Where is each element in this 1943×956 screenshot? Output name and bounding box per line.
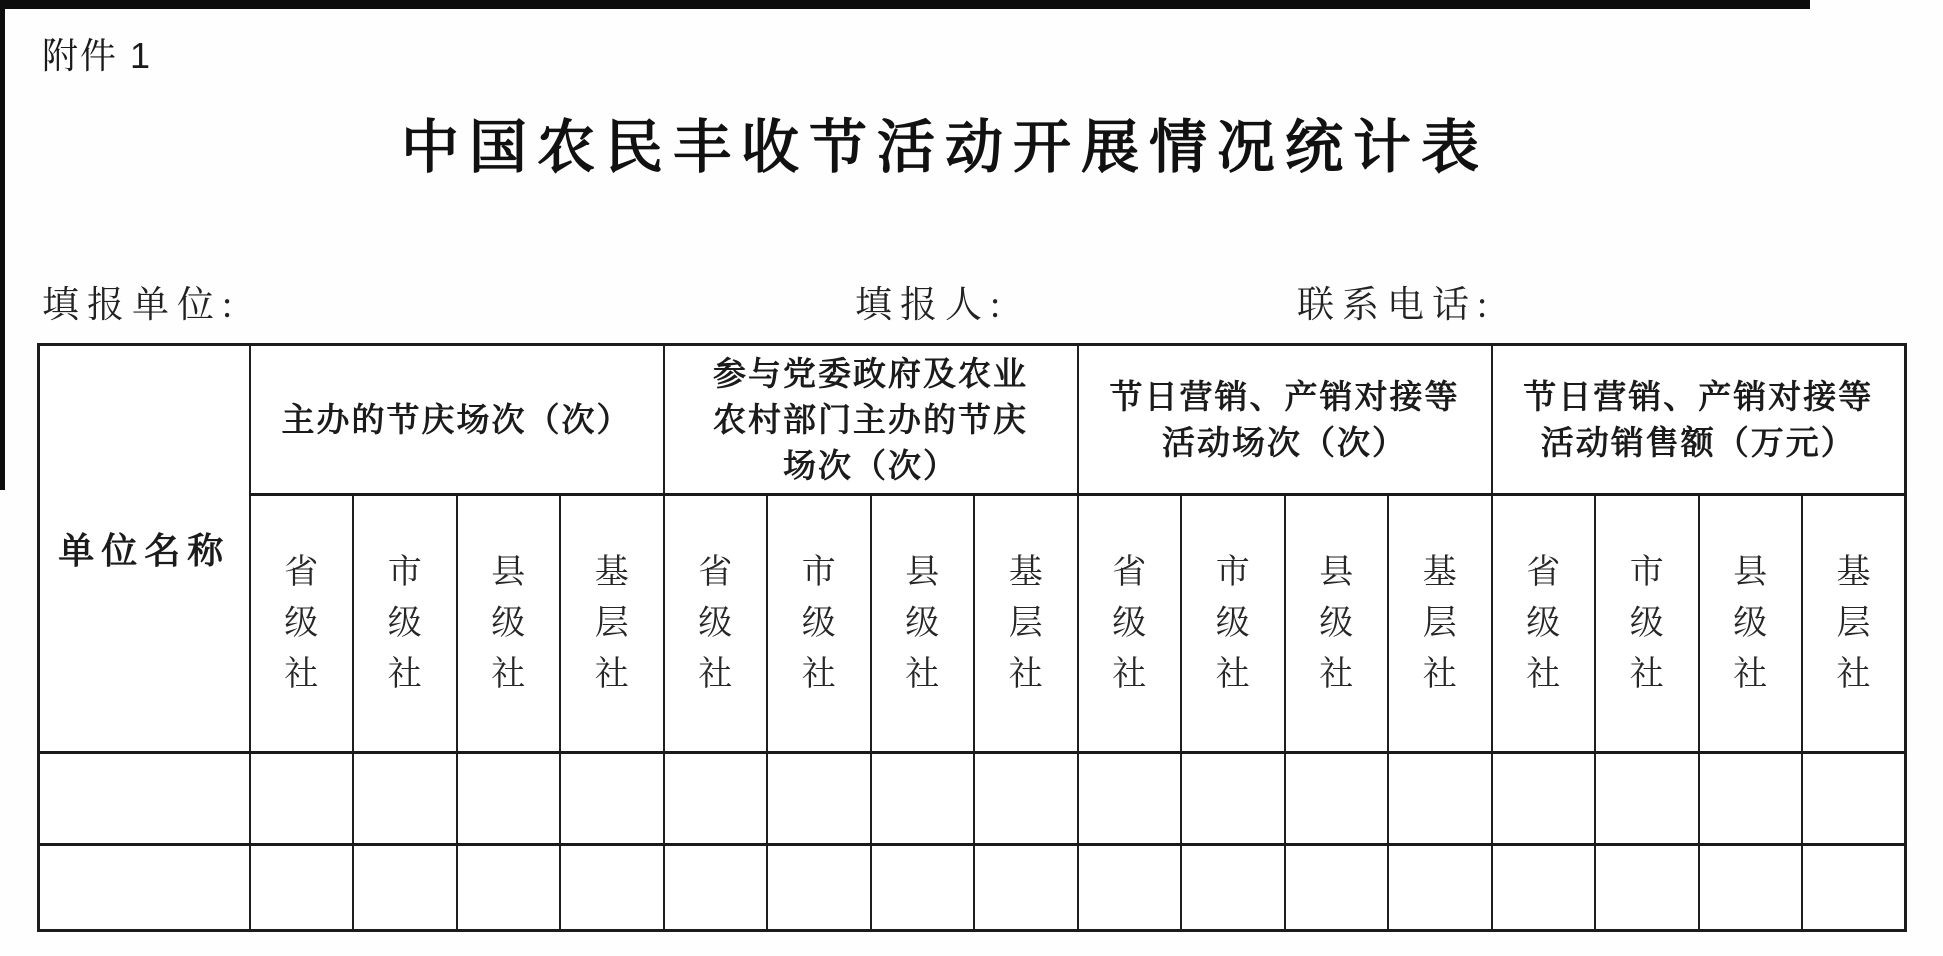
sub-header-grassroots: 基层社 [560,495,664,753]
page-title: 中国农民丰收节活动开展情况统计表 [400,115,1489,180]
data-cell [250,845,354,931]
data-cell [1802,845,1906,931]
attachment-label: 附件 1 [42,35,153,76]
data-cell [1388,845,1492,931]
sub-header-row [39,495,1906,753]
sub-header-grassroots: 基层社 [1802,495,1906,753]
empty-data-row [39,845,1906,931]
reporting-unit-label: 填报单位: [42,285,241,326]
data-cell [1699,753,1803,845]
sub-header-county: 县级社 [457,495,561,753]
group-header-row [39,345,1906,495]
data-cell [1181,753,1285,845]
sub-header-municipal: 市级社 [353,495,457,753]
sub-header-county: 县级社 [1285,495,1389,753]
data-cell [1078,753,1182,845]
fill-in-row [0,274,1943,326]
group-header-line: 场次（次） [783,446,958,484]
scan-edge-left-artifact [0,0,5,490]
group-header-line: 农村部门主办的节庆 [713,400,1028,438]
data-cell [871,753,975,845]
unit-name-header: 单位名称 [39,345,250,753]
group-header-line: 节日营销、产销对接等 [1109,377,1460,415]
data-cell [1802,753,1906,845]
sub-header-provincial: 省级社 [250,495,354,753]
group-header-marketing-sales [1492,345,1906,495]
data-cell [39,845,250,931]
sub-header-grassroots: 基层社 [1388,495,1492,753]
data-cell [457,753,561,845]
group-header-line: 参与党委政府及农业 [713,354,1028,392]
sub-header-municipal: 市级社 [1595,495,1699,753]
data-cell [1492,753,1596,845]
data-cell [974,753,1078,845]
data-cell [1492,845,1596,931]
group-header-participated-events [664,345,1078,495]
contact-phone-label: 联系电话: [1297,285,1496,326]
group-header-marketing-events [1078,345,1492,495]
data-cell [1078,845,1182,931]
data-cell [1285,845,1389,931]
group-header-line: 节日营销、产销对接等 [1523,377,1874,415]
scan-edge-top-artifact [0,0,1810,9]
sub-header-provincial: 省级社 [1078,495,1182,753]
data-cell [767,845,871,931]
sub-header-grassroots: 基层社 [974,495,1078,753]
data-cell [1595,845,1699,931]
data-cell [664,845,768,931]
data-cell [871,845,975,931]
data-cell [560,845,664,931]
data-cell [39,753,250,845]
empty-data-row [39,753,1906,845]
data-cell [250,753,354,845]
reporter-label: 填报人: [855,285,1009,326]
data-cell [1181,845,1285,931]
data-cell [1595,753,1699,845]
data-cell [974,845,1078,931]
statistics-table [37,343,1907,932]
data-cell [767,753,871,845]
data-cell [1388,753,1492,845]
sub-header-provincial: 省级社 [1492,495,1596,753]
sub-header-municipal: 市级社 [767,495,871,753]
data-cell [1699,845,1803,931]
group-header-line: 活动场次（次） [1162,423,1407,461]
data-cell [353,753,457,845]
data-cell [1285,753,1389,845]
data-cell [664,753,768,845]
sub-header-county: 县级社 [1699,495,1803,753]
group-header-line: 主办的节庆场次（次） [281,400,632,438]
sub-header-county: 县级社 [871,495,975,753]
sub-header-municipal: 市级社 [1181,495,1285,753]
data-cell [560,753,664,845]
group-header-hosted-events [250,345,664,495]
group-header-line: 活动销售额（万元） [1540,423,1856,461]
sub-header-provincial: 省级社 [664,495,768,753]
data-cell [353,845,457,931]
data-cell [457,845,561,931]
